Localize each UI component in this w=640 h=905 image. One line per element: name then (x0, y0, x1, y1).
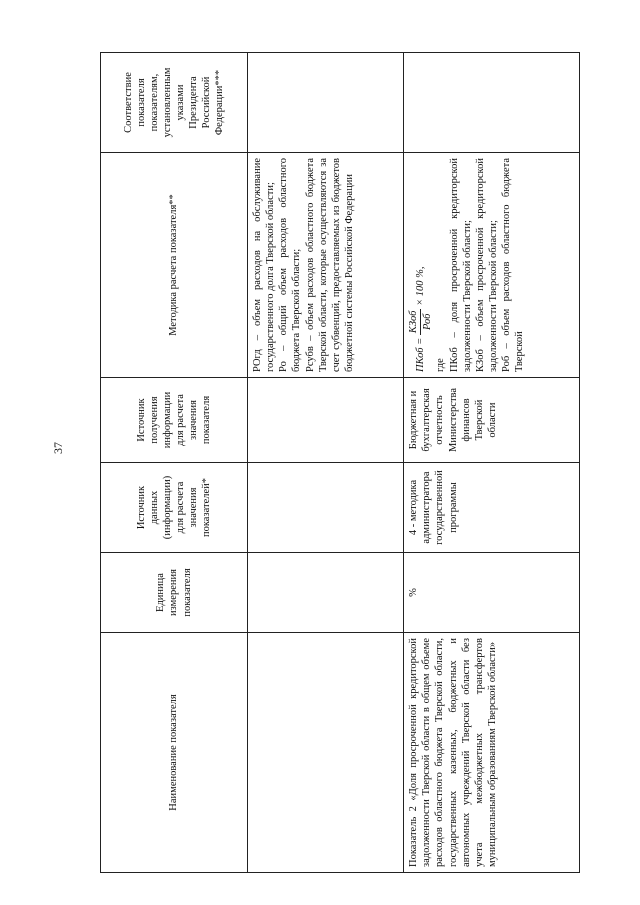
row1-method (248, 153, 404, 378)
row1-unit (248, 553, 404, 633)
row2-formula (407, 158, 434, 372)
row2-unit: % (404, 553, 580, 633)
formula-fraction (407, 309, 434, 336)
formula-lhs: ПКоб = (415, 337, 427, 372)
header-row (101, 53, 248, 873)
table-row (404, 53, 580, 873)
header-source-data: Источник данных (информации) для расчета значения показателей* (101, 463, 248, 553)
row2-source-data: 4 - методика администратора государственной программы (404, 463, 580, 553)
header-unit: Единица измерения показателя (101, 553, 248, 633)
header-conform: Соответствие показателя показателям, установленным указами Президента Российской Федерации*** (101, 53, 248, 153)
row1-method-line1: РОгд – объем расходов на обслуживание государственного долга Тверской области; (252, 158, 277, 372)
header-source-obtain: Источник получения информации для расчета значения показателя (101, 378, 248, 463)
row1-name (248, 633, 404, 873)
rotated-table-container (100, 53, 580, 873)
row1-conform (248, 53, 404, 153)
row1-method-line2: Ро – общий объем расходов областного бюджета Тверской области; (278, 158, 303, 372)
indicators-table (100, 52, 580, 873)
row1-source-data (248, 463, 404, 553)
header-method: Методика расчета показателя** (101, 153, 248, 378)
row2-name: Показатель 2 «Доля просроченной кредиторской задолженности Тверской области в общем объеме расходов областного бюджета Тверской области, государственных казенных, бюджетных и автономных учреждений Тверской области без учета межбюджетных трансфертов муниципальным образованиям Тверской области» (404, 633, 580, 873)
row2-where: где (435, 358, 447, 372)
page-number: 37 (51, 442, 65, 454)
row1-method-line3: Рсубв – объем расходов областного бюджета Тверской области, которые осуществляются за счет субвенций, предоставляемых из бюджетов бюджетной системы Российской Федерации (304, 158, 355, 372)
table-row (248, 53, 404, 873)
header-name: Наименование показателя (101, 633, 248, 873)
formula-denominator: Роб (422, 313, 434, 331)
formula-rhs: × 100 %, (415, 266, 427, 306)
row1-source-obtain (248, 378, 404, 463)
row2-method (404, 153, 580, 378)
row2-conform (404, 53, 580, 153)
row2-method-line2: КЗоб – объем просроченной кредиторской задолженности Тверской области; (474, 158, 499, 372)
formula-numerator: КЗоб (407, 309, 421, 336)
row2-source-obtain: Бюджетная и бухгалтерская отчетность Министерства финансов Тверской области (404, 378, 580, 463)
row2-method-line1: ПКоб – доля просроченной кредиторской задолженности Тверской области; (448, 158, 473, 372)
row2-method-line3: Роб – объем расходов областного бюджета Тверской (501, 158, 526, 372)
